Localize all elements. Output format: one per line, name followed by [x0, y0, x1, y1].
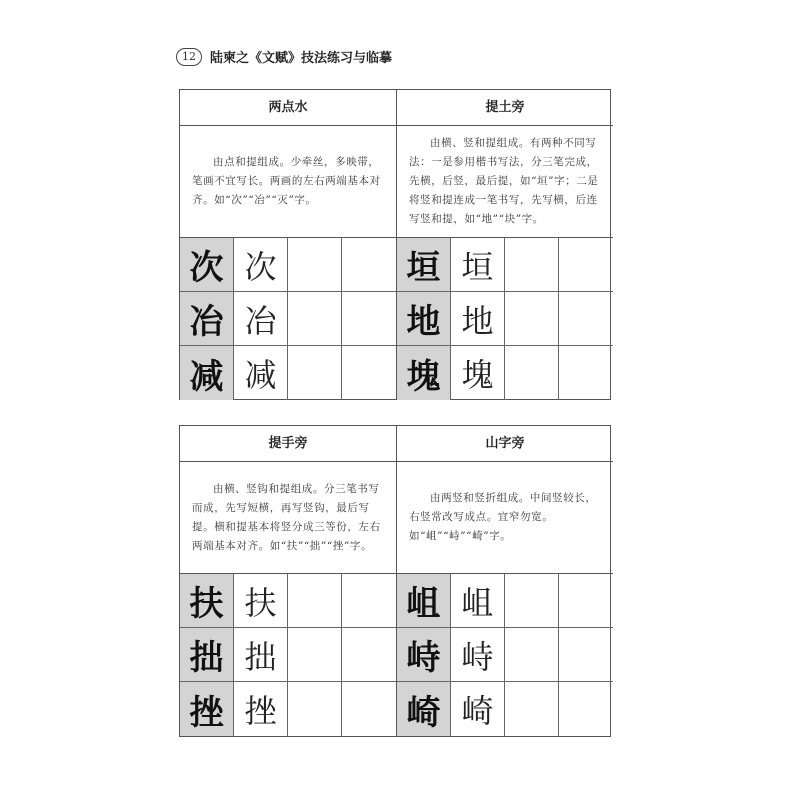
blank-practice-cell: [342, 574, 396, 628]
section-title: 山字旁: [397, 426, 613, 462]
model-character: 冶: [180, 292, 234, 346]
blank-practice-cell: [505, 238, 559, 292]
section-description: 由两竖和竖折组成。中间竖较长，右竖常改写成点。宜窄勿宽。如“岨”“峙”“崎”字。: [409, 492, 597, 542]
blank-practice-cell: [505, 628, 559, 682]
section-description-box: [180, 126, 396, 238]
tracing-character: 扶: [234, 574, 288, 628]
tracing-character: 减: [234, 346, 288, 400]
blank-practice-cell: [342, 682, 396, 736]
model-character: 拙: [180, 628, 234, 682]
section-description-box: [180, 462, 396, 574]
section-description-box: [397, 462, 613, 574]
book-title: 陆柬之《文赋》技法练习与临摹: [210, 51, 393, 66]
blank-practice-cell: [559, 292, 613, 346]
blank-practice-cell: [559, 628, 613, 682]
model-character: 扶: [180, 574, 234, 628]
blank-practice-cell: [288, 682, 342, 736]
blank-practice-cell: [505, 346, 559, 400]
practice-grid: [397, 238, 613, 400]
radical-section: [396, 426, 613, 736]
blank-practice-cell: [505, 574, 559, 628]
radical-section: [180, 90, 396, 399]
tracing-character: 岨: [451, 574, 505, 628]
model-character: 地: [397, 292, 451, 346]
model-character: 垣: [397, 238, 451, 292]
blank-practice-cell: [342, 238, 396, 292]
model-character: 岨: [397, 574, 451, 628]
blank-practice-cell: [288, 628, 342, 682]
blank-practice-cell: [505, 292, 559, 346]
practice-grid: [397, 574, 613, 736]
section-description: 由点和提组成。少牵丝，多映带，笔画不宜写长。两画的左右两端基本对齐。如“次”“冶”“灭”字。: [192, 156, 381, 206]
blank-practice-cell: [505, 682, 559, 736]
model-character: 峙: [397, 628, 451, 682]
model-character: 减: [180, 346, 234, 400]
tracing-character: 挫: [234, 682, 288, 736]
tracing-character: 塊: [451, 346, 505, 400]
blank-practice-cell: [288, 292, 342, 346]
tracing-character: 拙: [234, 628, 288, 682]
model-character: 挫: [180, 682, 234, 736]
blank-practice-cell: [288, 238, 342, 292]
blank-practice-cell: [559, 574, 613, 628]
page-number: 12: [176, 48, 202, 66]
tracing-character: 次: [234, 238, 288, 292]
blank-practice-cell: [559, 346, 613, 400]
tracing-character: 峙: [451, 628, 505, 682]
blank-practice-cell: [559, 682, 613, 736]
section-title: 两点水: [180, 90, 396, 126]
blank-practice-cell: [559, 238, 613, 292]
blank-practice-cell: [288, 574, 342, 628]
blank-practice-cell: [342, 346, 396, 400]
model-character: 崎: [397, 682, 451, 736]
practice-grid: [180, 238, 396, 400]
section-title: 提土旁: [397, 90, 613, 126]
practice-panel-bottom: [179, 425, 611, 737]
blank-practice-cell: [342, 292, 396, 346]
tracing-character: 冶: [234, 292, 288, 346]
section-description: 由横、竖钩和提组成。分三笔书写而成，先写短横，再写竖钩，最后写提。横和提基本将竖分成三等份，左右两端基本对齐。如“扶”“拙”“挫”字。: [192, 482, 381, 552]
radical-section: [180, 426, 396, 736]
blank-practice-cell: [288, 346, 342, 400]
model-character: 塊: [397, 346, 451, 400]
practice-grid: [180, 574, 396, 736]
section-description: 由横、竖和提组成。有两种不同写法：一是参用楷书写法，分三笔完成，先横，后竖，最后提，如“垣”字；二是将竖和提连成一笔书写，先写横，后连写竖和提，如“地”“块”字。: [409, 137, 599, 225]
radical-section: [396, 90, 613, 399]
tracing-character: 地: [451, 292, 505, 346]
tracing-character: 崎: [451, 682, 505, 736]
practice-panel-top: [179, 89, 611, 400]
tracing-character: 垣: [451, 238, 505, 292]
section-description-box: [397, 126, 613, 238]
section-title: 提手旁: [180, 426, 396, 462]
blank-practice-cell: [342, 628, 396, 682]
model-character: 次: [180, 238, 234, 292]
page-header: [176, 44, 626, 70]
